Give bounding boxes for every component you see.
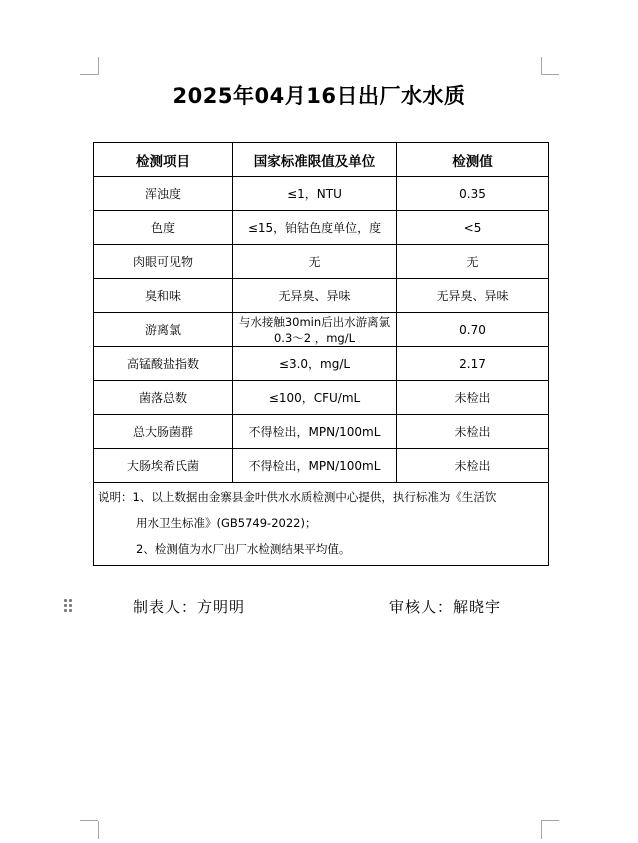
table-note-row: [94, 483, 549, 566]
document-title: 2025年04月16日出厂水水质: [172, 84, 466, 108]
cell-value: 无异臭、异味: [397, 279, 549, 313]
header-standard-limit: 国家标准限值及单位: [233, 143, 397, 177]
header-test-value: 检测值: [397, 143, 549, 177]
cell-item: 浑浊度: [94, 177, 233, 211]
cell-item: 总大肠菌群: [94, 415, 233, 449]
margin-mark-bottom-right-v: [541, 821, 542, 839]
cell-value: 未检出: [397, 381, 549, 415]
cell-value: 无: [397, 245, 549, 279]
cell-item: 高锰酸盐指数: [94, 347, 233, 381]
table-row: [94, 313, 549, 347]
margin-mark-bottom-left-h: [80, 820, 98, 821]
cell-item: 大肠埃希氏菌: [94, 449, 233, 483]
water-quality-table: [93, 142, 549, 566]
margin-mark-top-right-v: [541, 57, 542, 75]
cell-item: 臭和味: [94, 279, 233, 313]
cell-value: <5: [397, 211, 549, 245]
table-row: [94, 415, 549, 449]
cell-value: 2.17: [397, 347, 549, 381]
cell-value: 0.70: [397, 313, 549, 347]
cell-limit: ≤15，铂钴色度单位，度: [233, 211, 397, 245]
margin-mark-top-left-v: [98, 57, 99, 75]
cell-value: 未检出: [397, 415, 549, 449]
cell-item: 肉眼可见物: [94, 245, 233, 279]
reviewer-signature: 审核人：解晓宇: [389, 598, 502, 616]
cell-limit: 与水接触30min后出水游离氯0.3～2 ，mg/L: [233, 313, 397, 347]
cell-limit: ≤3.0，mg/L: [233, 347, 397, 381]
margin-mark-bottom-left-v: [98, 821, 99, 839]
cell-limit: ≤100，CFU/mL: [233, 381, 397, 415]
cell-limit: 不得检出，MPN/100mL: [233, 449, 397, 483]
note-line-1: 说明：1、以上数据由金寨县金叶供水水质检测中心提供，执行标准为《生活饮: [98, 490, 497, 504]
note-line-2: 用水卫生标准》(GB5749-2022)；: [136, 516, 317, 530]
table-header-row: [94, 143, 549, 177]
margin-mark-bottom-right-h: [541, 820, 559, 821]
table-row: [94, 381, 549, 415]
drag-handle-icon[interactable]: [64, 599, 74, 613]
cell-item: 菌落总数: [94, 381, 233, 415]
margin-mark-top-right-h: [541, 74, 559, 75]
table-row: [94, 211, 549, 245]
cell-limit: ≤1，NTU: [233, 177, 397, 211]
header-test-item: 检测项目: [94, 143, 233, 177]
cell-limit: 无: [233, 245, 397, 279]
preparer-signature: 制表人：方明明: [133, 598, 246, 616]
table-row: [94, 347, 549, 381]
cell-limit: 不得检出，MPN/100mL: [233, 415, 397, 449]
cell-item: 游离氯: [94, 313, 233, 347]
note-line-3: 2、检测值为水厂出厂水检测结果平均值。: [136, 542, 351, 556]
cell-item: 色度: [94, 211, 233, 245]
table-row: [94, 177, 549, 211]
table-row: [94, 449, 549, 483]
cell-limit: 无异臭、异味: [233, 279, 397, 313]
cell-value: 0.35: [397, 177, 549, 211]
table-row: [94, 245, 549, 279]
table-note: [94, 483, 549, 566]
table-row: [94, 279, 549, 313]
cell-value: 未检出: [397, 449, 549, 483]
margin-mark-top-left-h: [80, 74, 98, 75]
